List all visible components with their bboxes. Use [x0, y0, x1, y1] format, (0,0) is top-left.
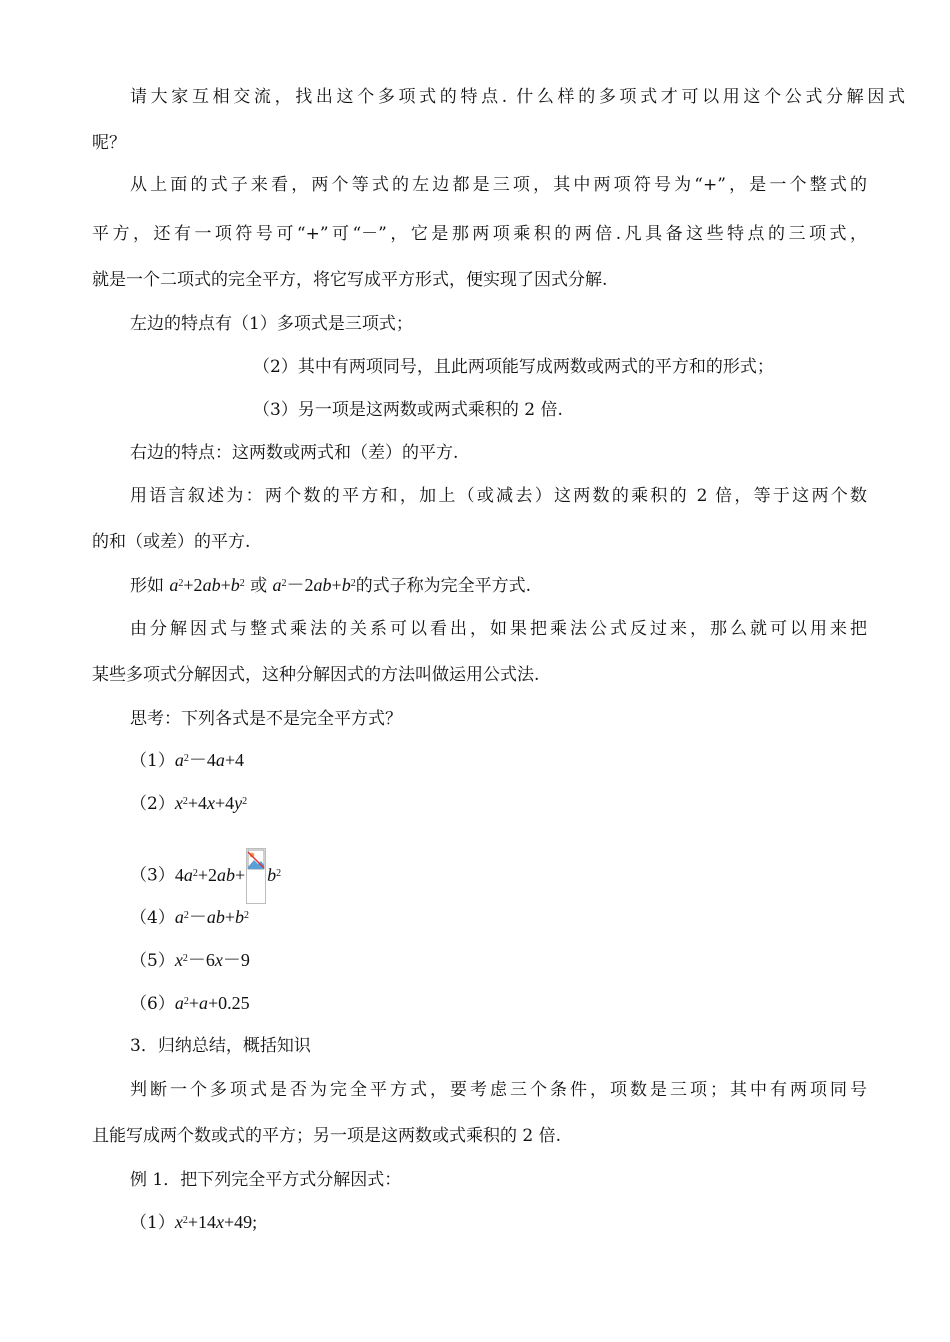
def-prefix: 形如 [130, 576, 170, 596]
paragraph-line: 呢？ [92, 133, 126, 153]
def-mid: 或 [250, 576, 273, 596]
example-item: $(1)x^2+14x+49$; [130, 1212, 258, 1233]
left-feature-1: 左边的特点有（1）多项式是三项式； [130, 314, 413, 334]
list-item: $(6)a^2+a+0.25$ [130, 993, 250, 1014]
paragraph-line: 从上面的式子来看，两个等式的左边都是三项，其中两项符号为“+”，是一个整式的 [130, 175, 867, 195]
section-heading: 3．归纳总结，概括知识 [130, 1036, 311, 1056]
paragraph-line: 请大家互相交流，找出这个多项式的特点. 什么样的多项式才可以用这个公式分解因式 [130, 87, 905, 107]
paragraph-line: 某些多项式分解因式，这种分解因式的方法叫做运用公式法. [92, 665, 540, 685]
list-item: $(3)4a^2+2ab+$ $b^2$ [130, 848, 905, 904]
list-item: $(2)x^2+4x+4y^2$ [130, 793, 248, 814]
list-item: $(4)a^2-ab+b^2$ [130, 907, 249, 928]
right-feature: 右边的特点：这两数或两式和（差）的平方. [130, 443, 459, 463]
paragraph-line: 判断一个多项式是否为完全平方式，要考虑三个条件，项数是三项；其中有两项同号 [130, 1080, 867, 1100]
formula-diff: $a^2-2ab+b^2$ [272, 575, 356, 595]
paragraph-line: 且能写成两个数或式的平方；另一项是这两数或式乘积的 2 倍. [92, 1126, 562, 1146]
paragraph-line: 的和（或差）的平方. [92, 532, 251, 552]
paragraph-line: 由分解因式与整式乘法的关系可以看出，如果把乘法公式反过来，那么就可以用来把 [130, 619, 867, 639]
broken-image-icon [246, 848, 266, 904]
think-question: 思考：下列各式是不是完全平方式？ [130, 709, 402, 729]
left-feature-3: （3）另一项是这两数或两式乘积的 2 倍. [253, 400, 563, 420]
formula-sum: $a^2+2ab+b^2$ [169, 575, 245, 595]
list-item: $(1)a^2-4a+4$ [130, 750, 244, 771]
definition-line [130, 574, 905, 597]
paragraph-line: 用语言叙述为：两个数的平方和，加上（或减去）这两数的乘积的 2 倍，等于这两个数 [130, 486, 867, 506]
paragraph-line: 就是一个二项式的完全平方，将它写成平方形式，便实现了因式分解. [92, 270, 608, 290]
example-heading: 例 1．把下列完全平方式分解因式： [130, 1170, 402, 1190]
list-item: $(5)x^2-6x-9$ [130, 950, 250, 971]
def-suffix: 的式子称为完全平方式. [355, 576, 532, 596]
left-feature-2: （2）其中有两项同号，且此两项能写成两数或两式的平方和的形式； [253, 357, 774, 377]
paragraph-line: 平方，还有一项符号可“+”可“－”，它是那两项乘积的两倍.凡具备这些特点的三项式， [92, 224, 867, 244]
